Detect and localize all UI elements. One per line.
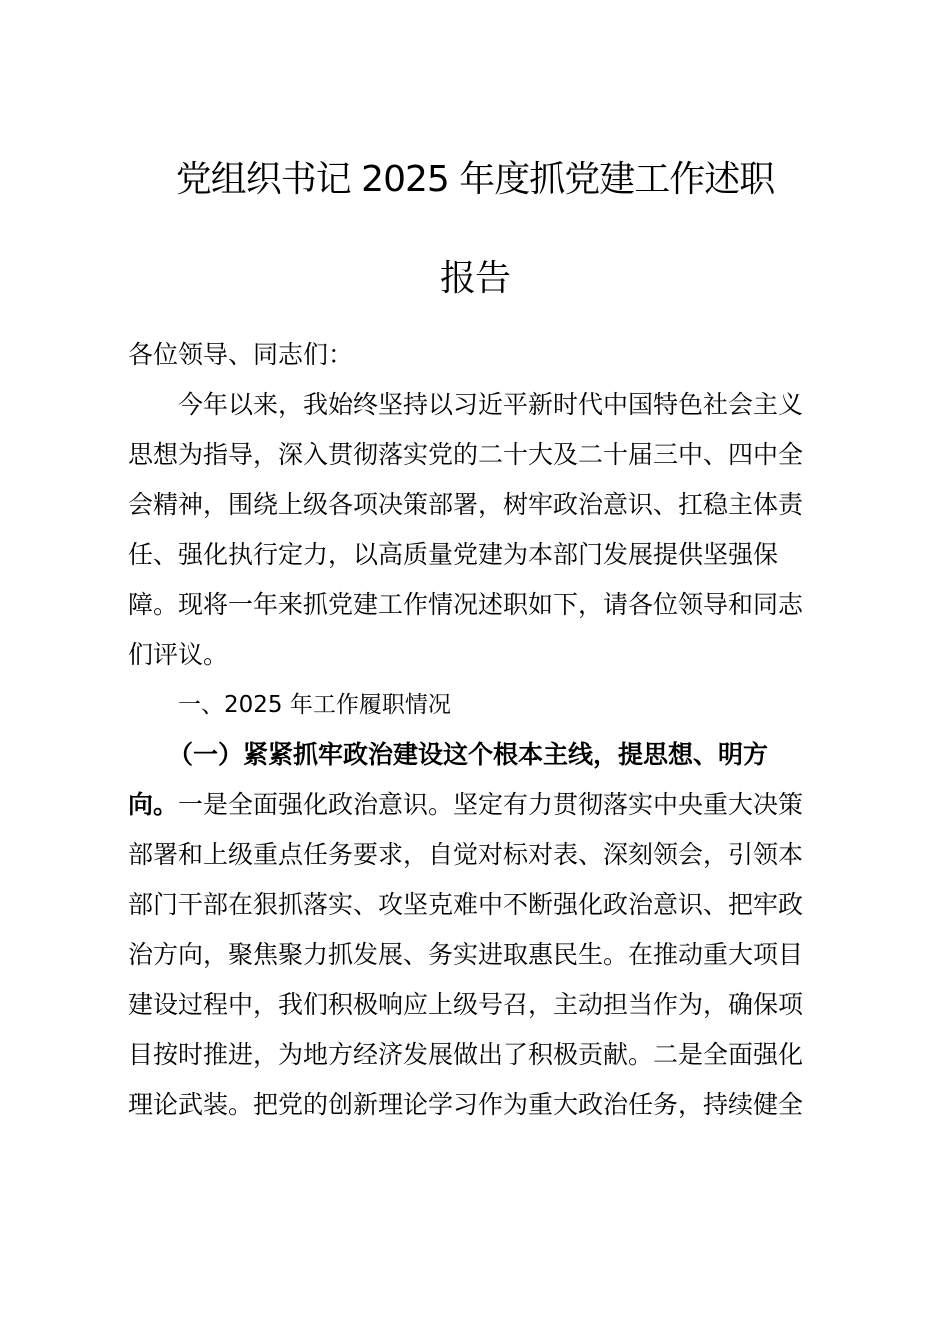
salutation: 各位领导、同志们： — [128, 340, 354, 369]
body-line-1: 部署和上级重点任务要求，自觉对标对表、深刻领会，引领本 — [128, 840, 804, 869]
subsection-body-start: 一是全面强化政治意识。坚定有力贯彻落实中央重大决策 — [178, 790, 804, 819]
body-line-5: 目按时推进，为地方经济发展做出了积极贡献。二是全面强化 — [128, 1040, 804, 1069]
intro-line-4: 任、强化执行定力，以高质量党建为本部门发展提供坚强保 — [128, 540, 779, 569]
body-line-4: 建设过程中，我们积极响应上级号召，主动担当作为，确保项 — [128, 990, 804, 1019]
section-heading: 一、2025 年工作履职情况 — [178, 692, 451, 718]
document-title-line-2: 报告 — [439, 258, 510, 299]
intro-line-2: 思想为指导，深入贯彻落实党的二十大及二十届三中、四中全 — [128, 440, 804, 469]
body-line-6: 理论武装。把党的创新理论学习作为重大政治任务，持续健全 — [128, 1090, 804, 1119]
document-title-line-1: 党组织书记 2025 年度抓党建工作述职 — [175, 159, 775, 200]
subsection-heading-end: 向。 — [128, 790, 179, 819]
intro-line-1: 今年以来，我始终坚持以习近平新时代中国特色社会主义 — [178, 390, 804, 419]
body-line-3: 治方向，聚焦聚力抓发展、务实进取惠民生。在推动重大项目 — [128, 940, 804, 969]
body-line-2: 部门干部在狠抓落实、攻坚克难中不断强化政治意识、把牢政 — [128, 890, 804, 919]
subsection-line-2 — [128, 790, 838, 820]
subsection-heading-line-1: （一）紧紧抓牢政治建设这个根本主线，提思想、明方 — [168, 740, 769, 769]
intro-line-5: 障。现将一年来抓党建工作情况述职如下，请各位领导和同志 — [128, 590, 804, 619]
intro-line-6: 们评议。 — [128, 640, 229, 669]
intro-line-3: 会精神，围绕上级各项决策部署，树牢政治意识、扛稳主体责 — [128, 490, 804, 519]
